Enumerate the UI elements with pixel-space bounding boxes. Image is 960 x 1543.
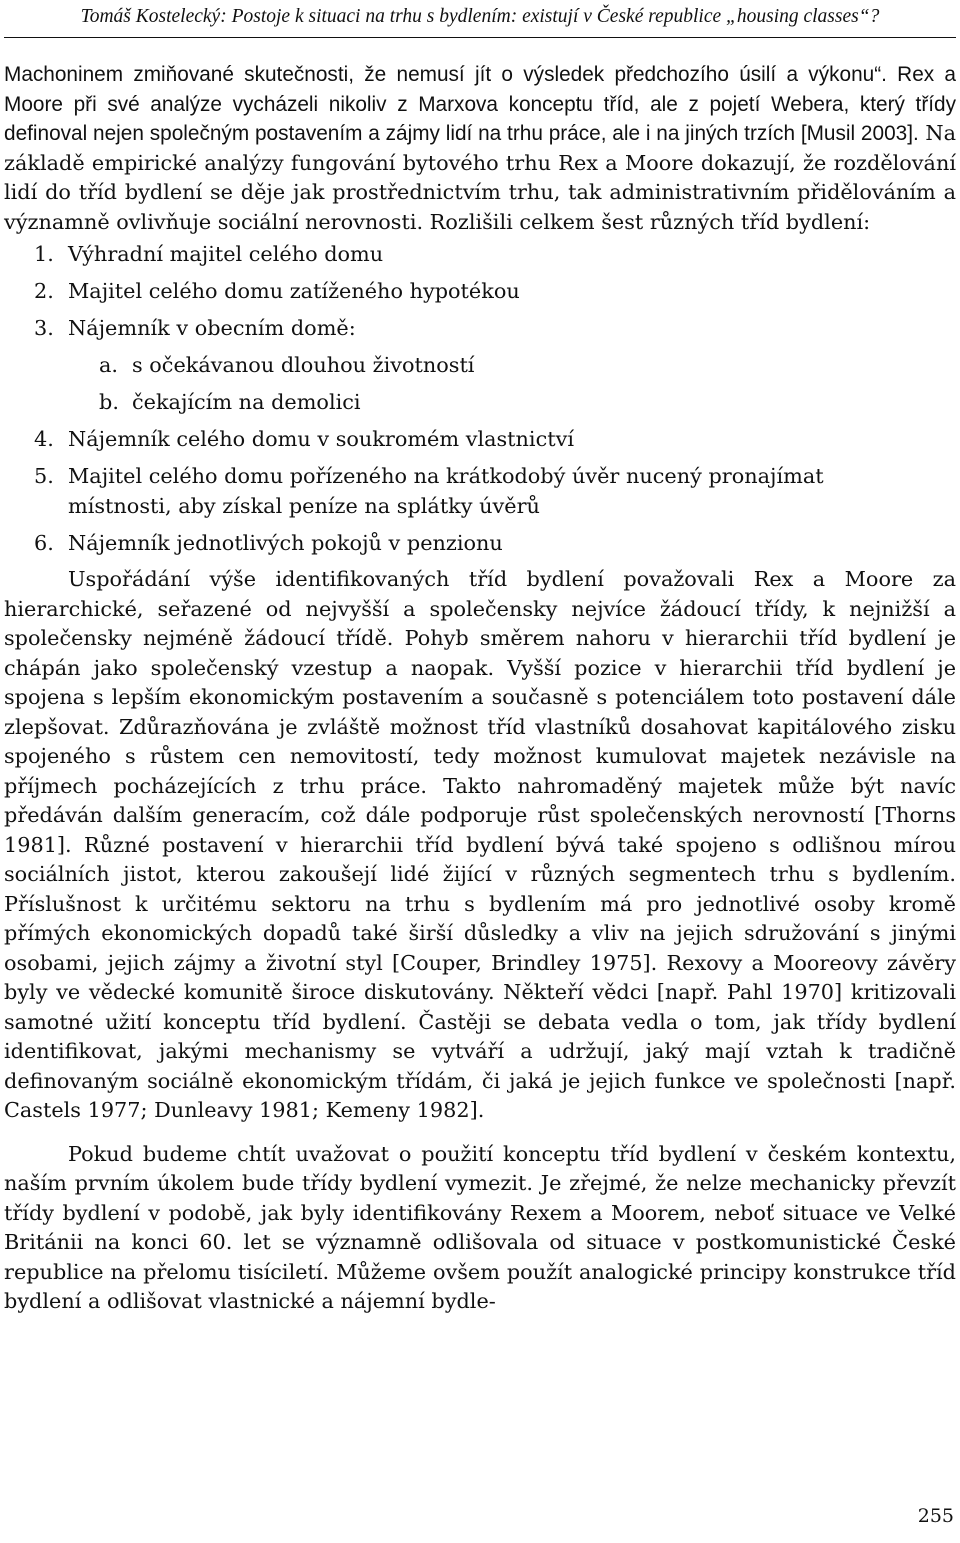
list-item [4, 277, 956, 307]
list-item-text: Nájemník v obecním domě: [68, 316, 356, 340]
paragraph-3: Pokud budeme chtít uvažovat o použití konceptu tříd bydlení v českém kontextu, naším prvním úkolem bude třídy bydlení vymezit. Je zřejmé, že nelze mechanicky převzít třídy bydlení v podobě, jak byly identifikovány Rexem a Moorem, neboť situace ve Velké Británii na konci 60. let se významně odlišovala od situace v postkomunistické České republice na přelomu tisíciletí. Můžeme ovšem použít analogické principy konstrukce tříd bydlení a odlišovat vlastnické a nájemní bydle- [4, 1141, 956, 1313]
list-subitem-letter: b. [99, 390, 119, 414]
list-item [4, 314, 956, 344]
running-header: Tomáš Kostelecký: Postoje k situaci na trhu s bydlením: existují v České republice „housing classes“? [80, 6, 880, 27]
list-subitem [4, 388, 956, 418]
list-item-text: Majitel celého domu pořízeného na krátkodobý úvěr nucený pronajímat místnosti, aby získal peníze na splátky úvěrů [68, 464, 824, 518]
page-number: 255 [917, 1505, 954, 1527]
list-item-number: 1. [34, 242, 54, 266]
list-item-text: Výhradní majitel celého domu [68, 242, 384, 266]
list-subitem-letter: a. [99, 353, 119, 377]
list-item [4, 529, 956, 559]
list-item-text: Majitel celého domu zatíženého hypotékou [68, 279, 520, 303]
list-subitem [4, 351, 956, 381]
paragraph-1-part-2: Na základě empirické analýzy fungování bytového trhu Rex a Moore dokazují, že rozdělování lidí do tříd bydlení se děje jak prostřednictvím trhu, tak administrativním přidělováním a významně ovlivňuje sociální nerovnosti. Rozlišili celkem šest různých tříd bydlení: [4, 121, 956, 234]
list-item-number: 4. [34, 427, 54, 451]
list-subitem-text: čekajícím na demolici [132, 390, 361, 414]
paragraph-1-part-1: Machoninem zmiňované skutečnosti, že nemusí jít o výsledek předchozího úsilí a výkonu“. Rex a Moore při své analýze vycházeli nikoliv z Marxova konceptu tříd, ale z pojetí Webera, který třídy definoval nejen společným postavením a zájmy lidí na trhu práce, ale i na jiných trzích [Musil 2003]. [4, 63, 956, 145]
header-rule [4, 37, 956, 38]
list-item-number: 5. [34, 464, 54, 488]
list-item-number: 2. [34, 279, 54, 303]
list-item [4, 425, 956, 455]
list-item-text: Nájemník celého domu v soukromém vlastnictví [68, 427, 574, 451]
list-item [4, 240, 956, 270]
list-item [4, 462, 956, 521]
paragraph-1 [4, 60, 956, 237]
list-item-number: 6. [34, 530, 54, 555]
paragraph-2: Uspořádání výše identifikovaných tříd bydlení považovali Rex a Moore za hierarchické, seřazené od nejvyšší a společensky nejvíce žádoucí třídy, k nejnižší a společensky nejméně žádoucí třídě. Pohyb směrem nahoru v hierarchii tříd bydlení je chápán jako společenský vzestup a naopak. Vyšší pozice v hierarchii tříd bydlení je spojena s lepším ekonomickým postavením a současně s potenciálem toto postavení dále zlepšovat. Zdůrazňována je zvláště možnost tříd vlastníků dosahovat kapitálového zisku spojeného s růstem cen nemovitostí, tedy možnost kumulovat majetek nezávisle na příjmech pocházejících z trhu práce. Takto nahromaděný majetek může být navíc předáván dalším generacím, což dále podporuje růst společenských nerovností [Thorns 1981]. Různé postavení v hierarchii tříd bydlení bývá také spojeno s odlišnou mírou sociálních jistot, kterou zakoušejí lidé žijící v různých segmentech trhu s bydlením. Příslušnost k určitému sektoru na trhu s bydlením má pro jednotlivé osoby kromě přímých ekonomických dopadů také širší důsledky a vliv na jejich sdružování s jinými osobami, jejich zájmy a životní styl [Couper, Brindley 1975]. Rexovy a Mooreovy závěry byly ve vědecké komunitě široce diskutovány. Někteří vědci [např. Pahl 1970] kritizovali samotné užití konceptu tříd bydlení. Častěji se debata vedla o tom, jak třídy bydlení identifikovat, jakými mechanismy se vytváří a udržují, jaký mají vztah k tradičně definovaným sociálně ekonomickým třídám, či jaká je jejich funkce ve společnosti [např. Castels 1977; Dunleavy 1981; Kemeny 1982]. [4, 567, 956, 1122]
list-item-text: Nájemník jednotlivých pokojů v penzionu [68, 530, 503, 555]
page [4, 0, 956, 1317]
list-subitem-text: s očekávanou dlouhou životností [132, 353, 475, 377]
housing-classes-list [4, 240, 956, 558]
list-item-number: 3. [34, 316, 54, 340]
